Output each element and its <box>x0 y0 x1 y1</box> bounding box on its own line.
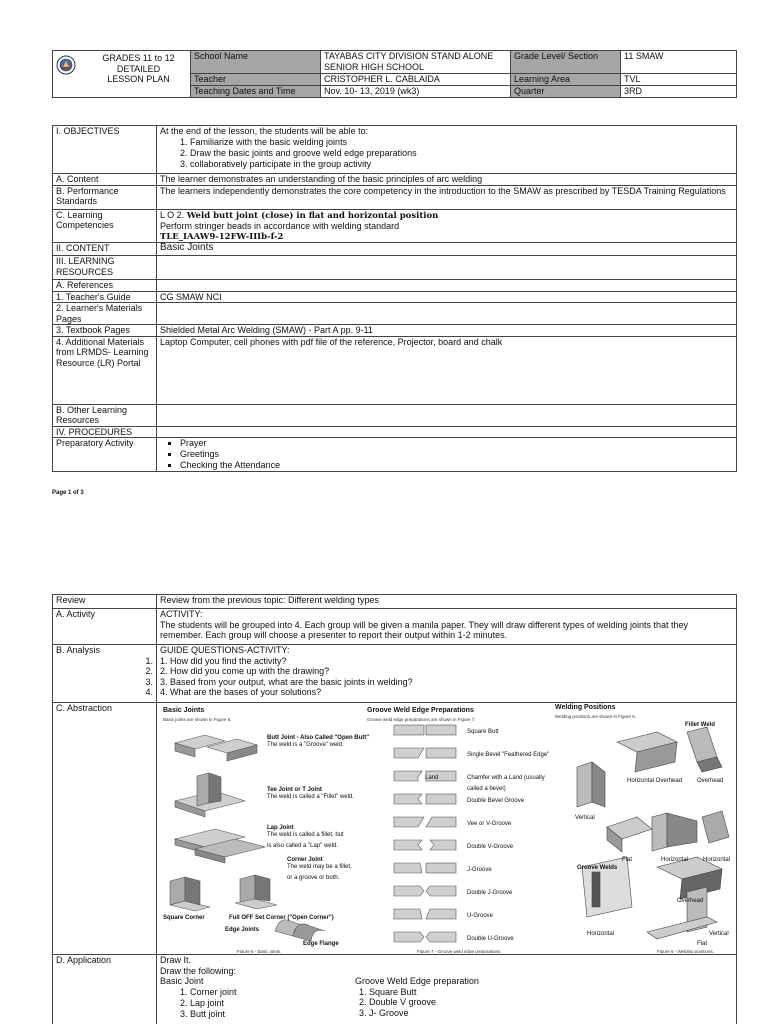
fillet-weld-label: Fillet Weld <box>685 722 715 728</box>
additional-materials-value: Laptop Computer, cell phones with pdf file of the reference, Projector, board and chalk <box>157 336 737 404</box>
open-corner-icon <box>235 875 277 909</box>
square-corner-label: Square Corner <box>163 915 205 921</box>
horizontal-label-2: Horizontal <box>703 857 731 863</box>
tee-joint-desc: The weld is called a "Fillet" weld. <box>267 794 354 800</box>
objectives-list <box>160 137 733 170</box>
groove-item: Vee or V-Groove <box>467 821 512 827</box>
prep-item: ▪ Greetings <box>180 449 733 460</box>
basic-joint-item: 3. Butt joint <box>190 1009 355 1020</box>
lap-joint-desc: The weld is called a fillet, but is also called a "Lap" weld. <box>267 832 344 849</box>
teacher-value: CRISTOPHER L. CABLAIDA <box>321 74 511 86</box>
analysis-question: 2. How did you come up with the drawing? <box>160 666 330 676</box>
groove-preparations-drawing <box>392 721 462 946</box>
application-intro: Draw the following: <box>160 965 237 976</box>
edge-flange-label: Edge Flange <box>303 941 339 947</box>
land-label: Land <box>425 775 439 781</box>
application-cell <box>157 955 737 1024</box>
abstraction-cell <box>157 703 737 955</box>
horizontal-label-3: Horizontal <box>587 931 615 937</box>
application-title: Draw It. <box>160 955 192 965</box>
positions-sub: Welding positions are shown in Figure 6. <box>555 714 636 719</box>
groove-item: U-Groove <box>467 913 494 919</box>
welding-figure <box>157 703 735 953</box>
groove-item: Single Bevel "Feathered Edge" <box>467 752 550 758</box>
learning-resources-label: III. LEARNING RESOURCES <box>53 256 157 280</box>
overhead-label-2: Overhead <box>677 898 704 904</box>
prep-item: ▪ Prayer <box>180 438 733 449</box>
analysis-num: 1. <box>145 655 153 666</box>
groove-item: J-Groove <box>467 867 492 873</box>
analysis-cell <box>157 645 737 703</box>
grade-level-value: 11 SMAW <box>621 51 737 74</box>
page-footer: Page 1 of 3 <box>52 490 84 496</box>
objectives-intro: At the end of the lesson, the students will be able to: <box>160 126 369 136</box>
objective-item: 2. Draw the basic joints and groove weld edge preparations <box>190 148 733 159</box>
header-title-line-1: GRADES 11 to 12 <box>102 53 175 63</box>
preparatory-list <box>160 438 733 471</box>
lc-prefix: L O 2. <box>160 209 185 220</box>
abstraction-label: C. Abstraction <box>53 703 157 955</box>
review-value: Review from the previous topic: Different welding types <box>157 595 737 609</box>
butt-joint-name: Butt Joint - Also Called "Open Butt" <box>267 735 370 741</box>
teacher-label: Teacher <box>191 74 321 86</box>
tee-joint-name: Tee Joint or T Joint <box>267 787 322 793</box>
textbook-pages-value: Shielded Metal Arc Welding (SMAW) - Part A pp. 9-11 <box>157 325 737 337</box>
teachers-guide-value: CG SMAW NCI <box>157 291 737 303</box>
welding-positions-drawing <box>557 717 733 947</box>
teachers-guide-label: 1. Teacher's Guide <box>53 291 157 303</box>
corner-joint-name: Corner Joint <box>287 857 323 863</box>
analysis-title: GUIDE QUESTIONS-ACTIVITY: <box>160 645 290 655</box>
groove-prep-item: 1. Square Butt <box>359 986 417 997</box>
performance-standard-value: The learners independently demonstrates the core competency in the introduction to the SMAW as prescribed by TESDA Training Regulations <box>157 185 737 209</box>
basic-joint-heading: Basic Joint <box>160 976 204 986</box>
vertical-label-1: Vertical <box>575 815 595 821</box>
overhead-label-1: Overhead <box>697 778 724 784</box>
activity-title: ACTIVITY: <box>160 609 203 619</box>
groove-sub: Groove weld edge preparations are shown in Figure 7. <box>367 717 476 722</box>
analysis-num: 3. <box>145 676 153 687</box>
analysis-num: 4. <box>145 687 153 697</box>
grade-level-label: Grade Level/ Section <box>511 51 621 74</box>
groove-item: Double J-Groove <box>467 890 513 896</box>
objectives-cell <box>157 126 737 174</box>
lc-title: Weld butt joint (close) in flat and horizontal position <box>186 210 439 221</box>
learning-competencies-label: C. Learning Competencies <box>53 209 157 243</box>
horizontal-overhead-label: Horizontal Overhead <box>627 778 683 784</box>
analysis-question: 4. What are the bases of your solutions? <box>160 687 322 697</box>
groove-welds-label: Groove Welds <box>577 865 618 871</box>
tee-joint-icon <box>175 773 245 817</box>
groove-item: Double V-Groove <box>467 844 514 850</box>
application-label: D. Application <box>53 955 157 1024</box>
quarter-label: Quarter <box>511 86 621 98</box>
header-title-line-3: LESSON PLAN <box>107 74 170 84</box>
objectives-label: I. OBJECTIVES <box>53 126 157 174</box>
performance-standard-label: B. Performance Standards <box>53 185 157 209</box>
content-standard-value: The learner demonstrates an understanding of the basic principles of arc welding <box>157 174 737 186</box>
deped-seal-icon <box>56 55 76 75</box>
content-label: II. CONTENT <box>53 243 157 256</box>
basic-joint-item: 1. Corner joint <box>190 987 355 998</box>
groove-title: Groove Weld Edge Preparations <box>367 707 474 714</box>
corner-joint-desc: The weld may be a fillet, or a groove or both. <box>287 864 352 881</box>
learners-materials-label: 2. Learner's Materials Pages <box>53 303 157 325</box>
preparatory-activity-label: Preparatory Activity <box>53 438 157 472</box>
groove-item: Double Bevel Groove <box>467 798 525 804</box>
content-standard-label: A. Content <box>53 174 157 186</box>
analysis-question: 1. How did you find the activity? <box>160 655 287 666</box>
textbook-pages-label: 3. Textbook Pages <box>53 325 157 337</box>
analysis-question: 3. Based from your output, what are the basic joints in welding? <box>160 676 413 687</box>
flat-label-2: Flat <box>697 941 708 947</box>
analysis-num: 2. <box>145 666 153 676</box>
lap-joint-name: Lap Joint <box>267 825 294 831</box>
groove-prep-heading: Groove Weld Edge preparation <box>355 976 479 986</box>
open-corner-label: Full OFF Set Corner ("Open Corner") <box>229 915 334 921</box>
lc-code: TLE_IAAW9-12FW-IIIb-f-2 <box>160 231 284 242</box>
procedures-table <box>52 594 737 1024</box>
teaching-dates-label: Teaching Dates and Time <box>191 86 321 98</box>
figure-6-caption: Figure 6 - Welding positions. <box>657 949 714 953</box>
other-resources-label: B. Other Learning Resources <box>53 404 157 426</box>
groove-prep-item: 3. J- Groove <box>359 1007 409 1018</box>
edge-joints-label: Edge Joints <box>225 927 260 933</box>
prep-item: ▪ Checking the Attendance <box>180 460 733 471</box>
learning-area-label: Learning Area <box>511 74 621 86</box>
basic-joints-title: Basic Joints <box>163 707 205 714</box>
lap-joint-icon <box>175 829 265 863</box>
basic-joints-sub: Basic joints are shown in Figure 5. <box>163 717 232 722</box>
square-corner-icon <box>170 877 210 911</box>
header-table <box>52 50 737 98</box>
additional-materials-label: 4. Additional Materials from LRMDS- Learning Resource (LR) Portal <box>53 336 157 404</box>
butt-joint-icon <box>175 735 257 761</box>
objective-item: 1. Familiarize with the basic welding joints <box>190 137 733 148</box>
basic-joint-list <box>160 987 355 1020</box>
header-logo-cell <box>53 51 191 98</box>
groove-item: Square Butt <box>467 729 499 735</box>
school-name-label: School Name <box>191 51 321 74</box>
learning-area-value: TVL <box>621 74 737 86</box>
basic-joint-item: 2. Lap joint <box>190 998 355 1009</box>
activity-label: A. Activity <box>53 609 157 645</box>
analysis-label: B. Analysis 1. 2. 3. 4. <box>53 645 157 703</box>
lesson-plan-table <box>52 125 737 472</box>
groove-prep-item: 2. Double V groove <box>359 997 437 1007</box>
teaching-dates-value: Nov. 10- 13, 2019 (wk3) <box>321 86 511 98</box>
references-label: A. References <box>53 280 157 292</box>
vertical-label-2: Vertical <box>709 931 729 937</box>
figure-7-caption: Figure 7 - Groove weld edge preparations. <box>417 949 502 953</box>
flat-label-1: Flat <box>622 857 633 863</box>
review-label: Review <box>53 595 157 609</box>
groove-item: Chamfer with a Land (usually called a bevel) <box>467 775 545 792</box>
horizontal-label-1: Horizontal <box>661 857 689 863</box>
quarter-value: 3RD <box>621 86 737 98</box>
content-value: Basic Joints <box>157 243 737 256</box>
school-name-value: TAYABAS CITY DIVISION STAND ALONE SENIOR HIGH SCHOOL <box>321 51 511 74</box>
groove-item: Double U-Groove <box>467 936 514 942</box>
figure-5-caption: Figure 5 - Basic joints. <box>237 949 282 953</box>
butt-joint-desc: The weld is a "Groove" weld. <box>267 742 344 748</box>
lc-line-2: Perform stringer beads in accordance with welding standard <box>160 221 400 231</box>
positions-title: Welding Positions <box>555 704 616 711</box>
procedures-label: IV. PROCEDURES <box>53 426 157 438</box>
preparatory-activity-cell <box>157 438 737 472</box>
objective-item: 3. collaboratively participate in the group activity <box>190 159 733 170</box>
header-title-line-2: DETAILED <box>116 63 161 74</box>
learning-competencies-cell <box>157 209 737 243</box>
activity-text: The students will be grouped into 4. Each group will be given a manila paper. They will draw different types of welding joints that they remember. Each group will choose a presenter to report their output within 1-2 minutes. <box>160 619 688 640</box>
activity-cell <box>157 609 737 645</box>
